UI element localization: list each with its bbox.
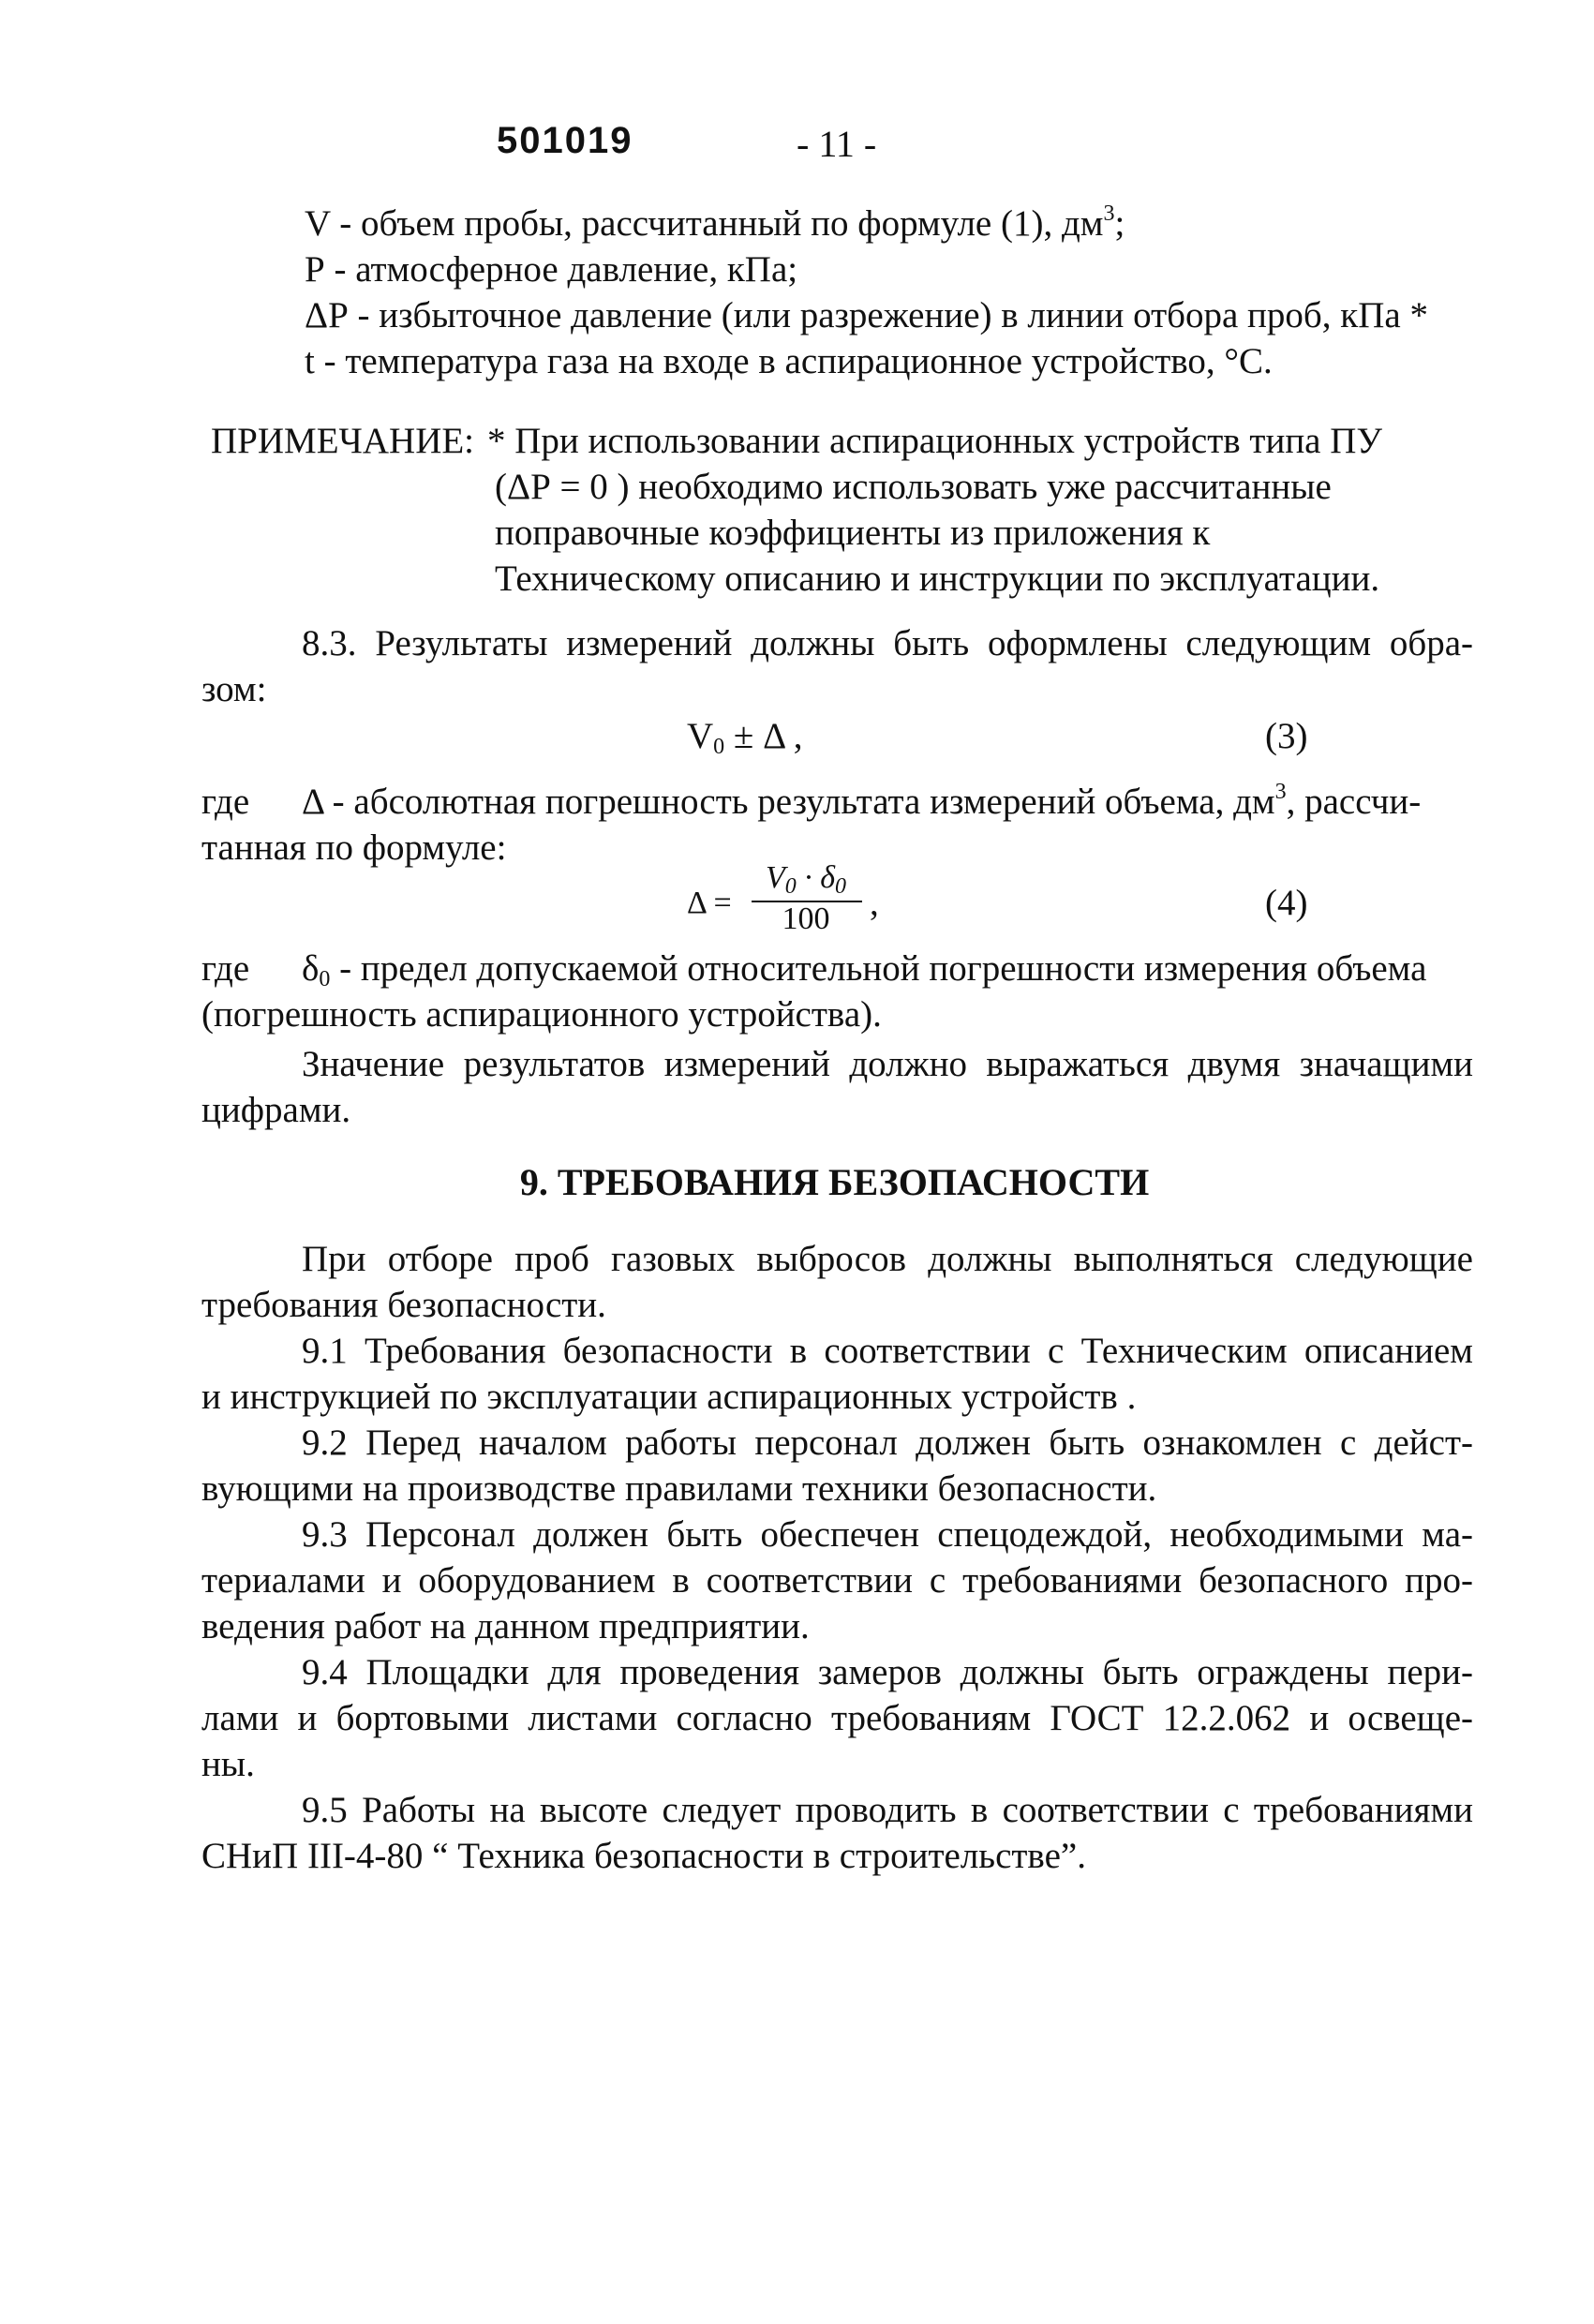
variable-symbol: ΔР xyxy=(305,295,349,335)
formula-comma: , xyxy=(870,883,879,923)
superscript: 3 xyxy=(1274,780,1287,804)
definition-tail: , рассчи- xyxy=(1286,782,1422,822)
formula-3 xyxy=(687,714,803,759)
document-number: 501019 xyxy=(497,120,633,161)
paragraph-line: 9.3 Персонал должен быть обеспечен спецодеждой, необходимыми ма- xyxy=(302,1514,1473,1555)
paragraph-line: требования безопасности. xyxy=(201,1285,606,1325)
paragraph-8-3-line: зом: xyxy=(201,669,267,709)
variable-delta-p xyxy=(305,293,1428,338)
paragraph-line: териалами и оборудованием в соответствии с требованиями безопасного про- xyxy=(201,1560,1473,1601)
where-definition xyxy=(302,780,1473,825)
paragraph-line: 9.2 Перед началом работы персонал должен быть ознакомлен с дейст- xyxy=(302,1423,1473,1463)
variable-symbol: V xyxy=(305,203,331,244)
note-line: поправочные коэффициенты из приложения к xyxy=(495,513,1211,553)
variable-v xyxy=(305,201,1125,246)
paragraph-line: 9.4 Площадки для проведения замеров должны быть ограждены пери- xyxy=(302,1652,1473,1692)
where-label: где xyxy=(201,948,250,989)
variable-text: - температура газа на входе в аспирационное устройство, °С. xyxy=(314,341,1273,381)
subscript: 0 xyxy=(713,735,725,759)
where-definition-line: (погрешность аспирационного устройства). xyxy=(201,994,882,1035)
variable-symbol: Р xyxy=(305,249,325,290)
fraction-denominator: 100 xyxy=(782,901,830,936)
paragraph-8-3-line: 8.3. Результаты измерений должны быть оформлены следующим обра- xyxy=(302,623,1473,663)
paragraph-line: ны. xyxy=(201,1744,255,1784)
subscript: 0 xyxy=(319,967,331,991)
variable-text: - атмосферное давление, кПа; xyxy=(324,249,798,290)
paragraph-line: СНиП III-4-80 “ Техника безопасности в строительстве”. xyxy=(201,1836,1086,1876)
where-label: где xyxy=(201,782,250,822)
fraction-symbol: V xyxy=(765,860,785,895)
variable-t xyxy=(305,339,1273,384)
paragraph-line: Значение результатов измерений должно выражаться двумя значащими xyxy=(302,1044,1473,1084)
superscript: 3 xyxy=(1103,201,1115,226)
paragraph-line: 9.5 Работы на высоте следует проводить в соответствии с требованиями xyxy=(302,1790,1473,1830)
variable-p xyxy=(305,247,797,292)
variable-symbol: t xyxy=(305,341,315,381)
subscript: 0 xyxy=(784,874,797,899)
variable-tail: ; xyxy=(1114,203,1125,244)
fraction-dot: · δ xyxy=(796,860,836,895)
note-line: (ΔР = 0 ) необходимо использовать уже рассчитанные xyxy=(495,467,1332,507)
paragraph-line: ведения работ на данном предприятии. xyxy=(201,1606,810,1646)
formula-number: (3) xyxy=(1265,716,1308,756)
fraction-numerator xyxy=(750,860,862,899)
subscript: 0 xyxy=(835,874,847,899)
page-number: - 11 - xyxy=(797,123,877,165)
definition-text: Δ - абсолютная погрешность результата измерений объема, дм xyxy=(302,782,1275,822)
formula-4-lhs: Δ = xyxy=(687,886,732,920)
formula-number: (4) xyxy=(1265,883,1308,923)
variable-text: - избыточное давление (или разрежение) в линии отбора проб, кПа * xyxy=(348,295,1428,335)
paragraph-line: и инструкцией по эксплуатации аспирационных устройств . xyxy=(201,1377,1137,1417)
formula-symbol: V xyxy=(687,716,714,756)
paragraph-line: При отборе проб газовых выбросов должны выполняться следующие xyxy=(302,1239,1473,1279)
paragraph-line: 9.1 Требования безопасности в соответствии с Техническим описанием xyxy=(302,1331,1473,1371)
definition-symbol: δ xyxy=(302,948,320,989)
variable-text: - объем пробы, рассчитанный по формуле (1), дм xyxy=(330,203,1104,244)
definition-text: - предел допускаемой относительной погрешности измерения объема xyxy=(330,948,1427,989)
where-definition-line: танная по формуле: xyxy=(201,827,507,868)
paragraph-line: вующими на производстве правилами техники безопасности. xyxy=(201,1468,1157,1509)
note-line: * При использовании аспирационных устройств типа ПУ xyxy=(487,421,1383,461)
note-label: ПРИМЕЧАНИЕ: xyxy=(211,421,475,461)
where-definition xyxy=(302,946,1426,991)
paragraph-line: цифрами. xyxy=(201,1090,351,1130)
formula-text: ± Δ , xyxy=(724,716,803,756)
note-line: Техническому описанию и инструкции по эксплуатации. xyxy=(495,559,1380,599)
paragraph-line: лами и бортовыми листами согласно требованиям ГОСТ 12.2.062 и освеще- xyxy=(201,1698,1473,1738)
section-heading: 9. ТРЕБОВАНИЯ БЕЗОПАСНОСТИ xyxy=(519,1161,1150,1203)
